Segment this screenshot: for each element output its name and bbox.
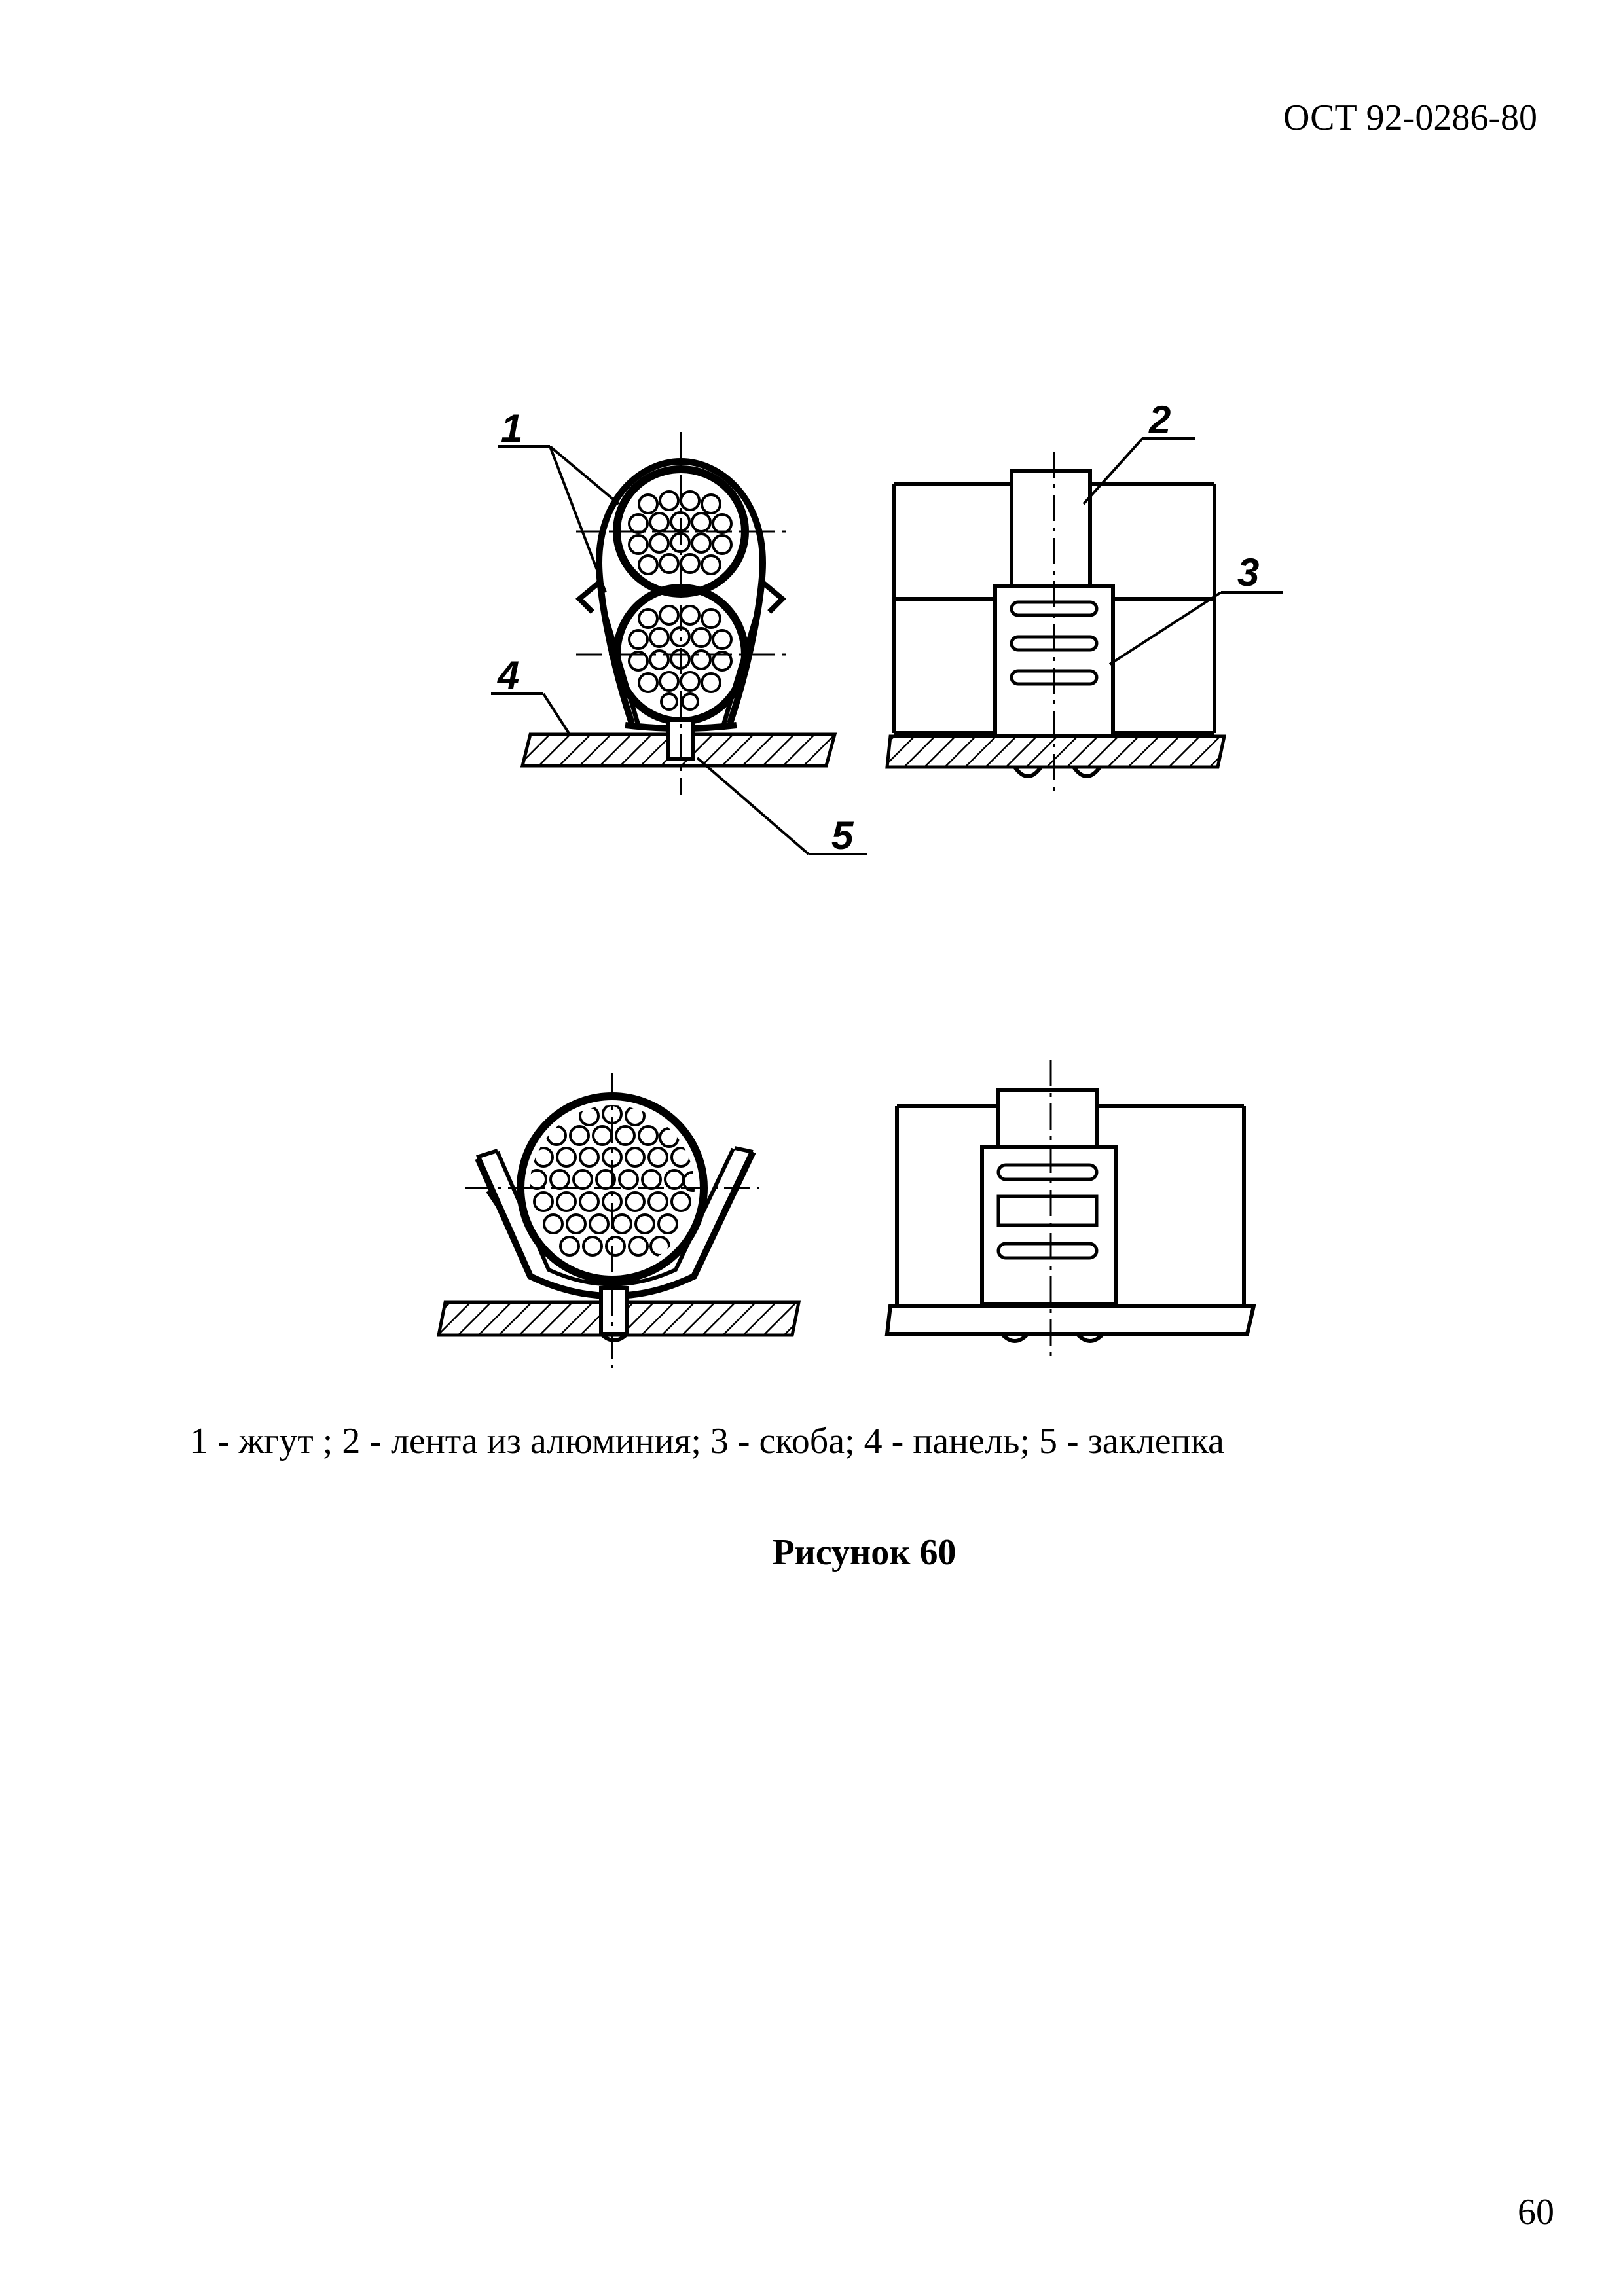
- callout-4: 4: [498, 653, 520, 697]
- view-side-single: [887, 1060, 1254, 1358]
- view-section-single: [439, 1073, 799, 1368]
- callout-2: 2: [1149, 398, 1171, 442]
- callout-3: 3: [1237, 550, 1260, 594]
- callout-5: 5: [831, 814, 854, 857]
- figure-legend: 1 - жгут ; 2 - лента из алюминия; 3 - скоба; 4 - панель; 5 - заклепка: [190, 1421, 1224, 1462]
- view-side-double: [887, 439, 1283, 792]
- callout-1: 1: [501, 406, 523, 450]
- document-code: ОСТ 92-0286-80: [1283, 98, 1537, 138]
- view-section-double: [491, 432, 867, 854]
- page-number: 60: [1518, 2192, 1554, 2233]
- figure-caption: Рисунок 60: [772, 1532, 957, 1573]
